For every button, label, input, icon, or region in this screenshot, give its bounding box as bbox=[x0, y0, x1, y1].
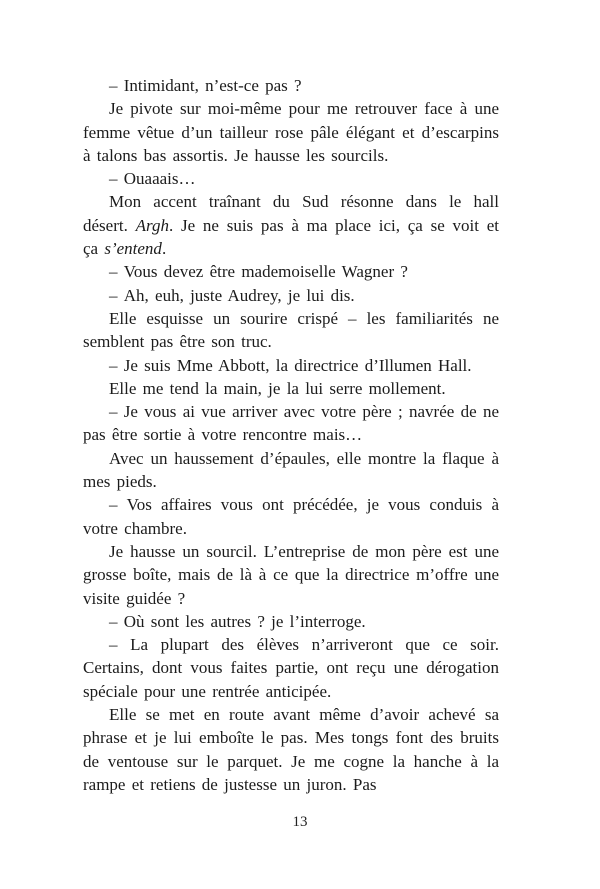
paragraph bbox=[83, 400, 499, 447]
text-run: – Ouaaais… bbox=[109, 169, 196, 189]
paragraph bbox=[83, 377, 499, 400]
text-run: Mon accent traînant du Sud résonne dans le hall désert. bbox=[83, 192, 499, 235]
page-footer bbox=[0, 813, 600, 831]
paragraph bbox=[83, 284, 499, 307]
text-run: . bbox=[161, 239, 167, 259]
paragraph bbox=[83, 97, 499, 167]
italic-run: Argh bbox=[135, 215, 169, 235]
text-run: – La plupart des élèves n’arriveront que ce soir. Certains, dont vous faites partie, ont reçu une dérogation spéciale pour une rentrée anticipée. bbox=[83, 635, 499, 701]
paragraph bbox=[83, 447, 499, 494]
paragraph bbox=[83, 633, 499, 703]
text-run: – Où sont les autres ? je l’interroge. bbox=[109, 611, 366, 631]
paragraph bbox=[83, 74, 499, 97]
text-run: Elle esquisse un sourire crispé – les familiarités ne semblent pas être son truc. bbox=[83, 308, 499, 352]
page-number: 13 bbox=[292, 814, 308, 830]
text-run: – Je suis Mme Abbott, la directrice d’Illumen Hall. bbox=[109, 355, 472, 375]
text-run: Je pivote sur moi-même pour me retrouver face à une femme vêtue d’un tailleur rose pâle élégant et d’escarpins à talons bas assortis. Je hausse les sourcils. bbox=[83, 99, 499, 165]
text-run: – Intimidant, n’est-ce pas ? bbox=[109, 76, 302, 95]
paragraph bbox=[83, 354, 499, 377]
text-run: Je hausse un sourcil. L’entreprise de mon père est une grosse boîte, mais de là à ce que la directrice m’offre une visite guidée ? bbox=[83, 541, 499, 608]
paragraph bbox=[83, 610, 499, 633]
page-text bbox=[83, 74, 499, 796]
paragraph bbox=[83, 167, 499, 190]
paragraph bbox=[83, 493, 499, 540]
text-run: Elle se met en route avant même d’avoir achevé sa phrase et je lui emboîte le pas. Mes tongs font des bruits de ventouse sur le parquet. Je me cogne la hanche à la rampe et retiens de justesse un juron. Pas bbox=[83, 705, 499, 794]
text-run: – Ah, euh, juste Audrey, je lui dis. bbox=[109, 285, 355, 305]
paragraph bbox=[83, 540, 499, 610]
paragraph bbox=[83, 307, 499, 354]
paragraph bbox=[83, 190, 499, 260]
italic-run: s’entend bbox=[104, 239, 162, 259]
text-run: Avec un haussement d’épaules, elle montre la flaque à mes pieds. bbox=[83, 448, 499, 492]
text-run: . Je ne suis pas à ma place ici, ça se voit et ça bbox=[83, 215, 499, 259]
text-run: – Je vous ai vue arriver avec votre père ; navrée de ne pas être sortie à votre rencontre mais… bbox=[83, 402, 499, 445]
text-run: – Vos affaires vous ont précédée, je vous conduis à votre chambre. bbox=[83, 495, 499, 538]
text-run: Elle me tend la main, je la lui serre mollement. bbox=[109, 378, 446, 398]
paragraph bbox=[83, 260, 499, 283]
paragraph bbox=[83, 703, 499, 796]
text-run: – Vous devez être mademoiselle Wagner ? bbox=[109, 262, 408, 282]
